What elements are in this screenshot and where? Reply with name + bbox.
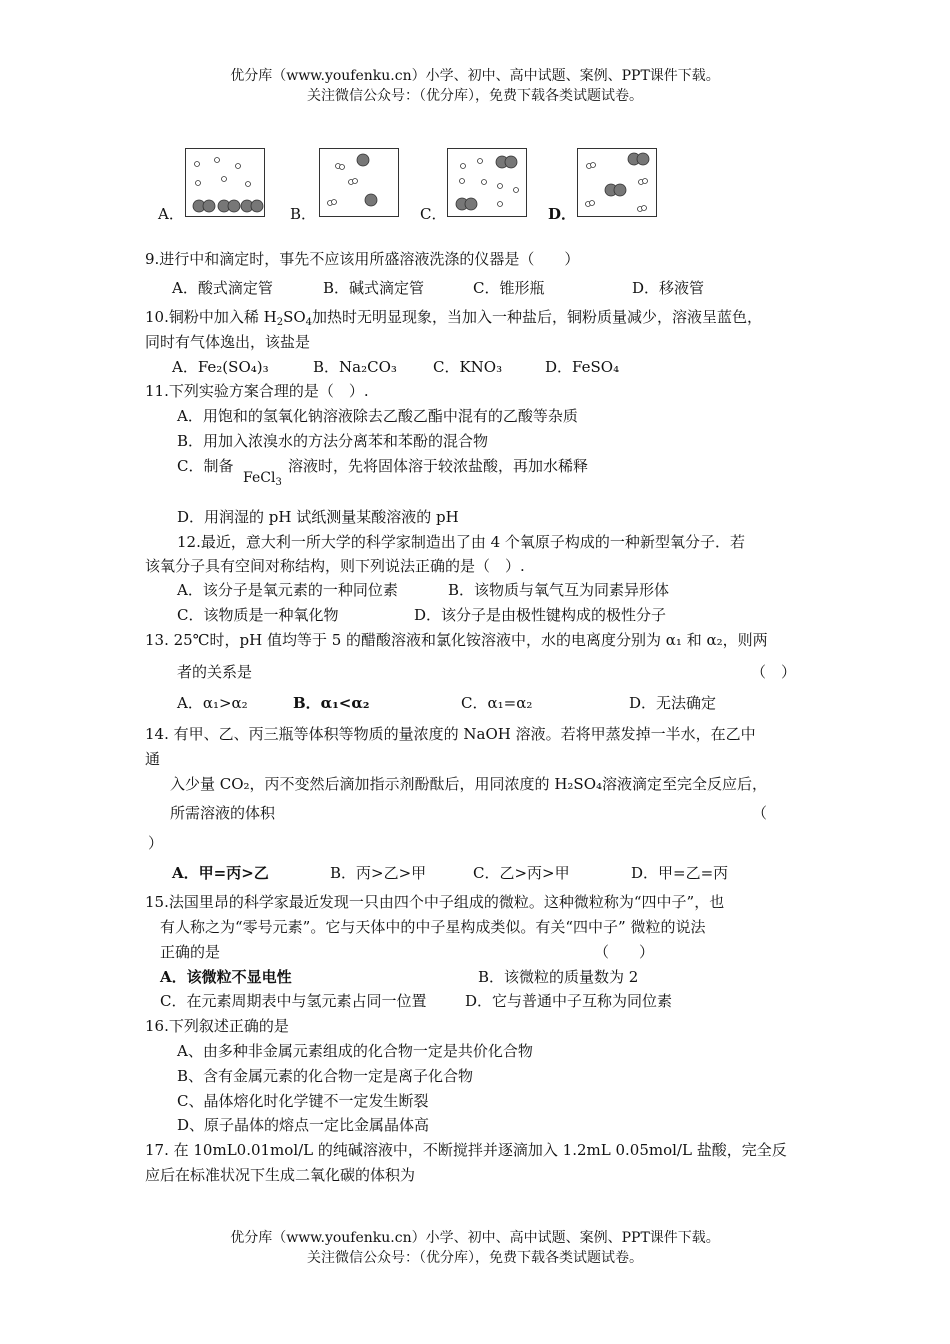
- q15-stem-3: 正确的是: [160, 943, 221, 961]
- q10-option-a: A．Fe₂(SO₄)₃: [172, 358, 269, 376]
- q10-stem: 10.铜粉中加入稀 $H_2SO_4$加热时无明显现象，当加入一种盐后，铜粉质量减少，溶液呈蓝色，: [145, 308, 763, 328]
- figure-option-b-box: [319, 148, 399, 217]
- q15-stem-2: 有人称之为“零号元素”。它与天体中的中子星构成类似。有关“四中子” 微粒的说法: [160, 918, 706, 936]
- q12-stem: 12.最近，意大利一所大学的科学家制造出了由 4 个氧原子构成的一种新型氧分子．若: [177, 533, 745, 551]
- q13-stem-2: 者的关系是: [177, 663, 253, 681]
- q13-stem: 13. 25℃时，pH 值均等于 5 的醋酸溶液和氯化铵溶液中，水的电离度分别为 α₁ 和 α₂，则两: [145, 631, 768, 649]
- figure-option-c-label: C．: [420, 205, 447, 223]
- figure-option-c-box: [447, 148, 527, 217]
- q12-option-a: A．该分子是氧元素的一种同位素: [177, 581, 398, 599]
- q11-option-c-text: 溶液时，先将固体溶于较浓盐酸，再加水稀释: [288, 457, 589, 475]
- q11-option-c-prefix: C．制备: [177, 457, 234, 475]
- q14-option-c: C．乙>丙>甲: [473, 864, 570, 882]
- q13-option-d: D．无法确定: [629, 694, 717, 712]
- q9-stem: 9.进行中和滴定时，事先不应该用所盛溶液洗涤的仪器是（ ）: [145, 250, 580, 268]
- figure-a-particles: [186, 149, 264, 216]
- q14-stem-4: 所需溶液的体积: [170, 804, 276, 822]
- figure-option-b-label: B．: [290, 205, 317, 223]
- q9-option-b: B．碱式滴定管: [323, 279, 425, 297]
- figure-c-particles: [448, 149, 526, 216]
- q13-option-c: C．α₁=α₂: [461, 694, 533, 712]
- q16-stem: 16.下列叙述正确的是: [145, 1017, 289, 1035]
- q11-option-a: A．用饱和的氢氧化钠溶液除去乙酸乙酯中混有的乙酸等杂质: [177, 407, 578, 425]
- q15-stem: 15.法国里昂的科学家最近发现一只由四个中子组成的微粒。这种微粒称为“四中子”，也: [145, 893, 725, 911]
- q13-option-b: B．α₁<α₂: [293, 694, 370, 712]
- q9-option-a: A．酸式滴定管: [172, 279, 273, 297]
- q11-option-b: B．用加入浓溴水的方法分离苯和苯酚的混合物: [177, 432, 489, 450]
- figure-option-a-box: [185, 148, 265, 217]
- q10-option-d: D．FeSO₄: [545, 358, 620, 376]
- q12-option-c: C．该物质是一种氧化物: [177, 606, 339, 624]
- figure-b-particles: [320, 149, 398, 216]
- q16-option-a: A、由多种非金属元素组成的化合物一定是共价化合物: [177, 1042, 533, 1060]
- footer-line-2: 关注微信公众号：（优分库），免费下载各类试题试卷。: [307, 1250, 643, 1266]
- q11-option-d: D．用润湿的 pH 试纸测量某酸溶液的 pH: [177, 508, 459, 526]
- figure-d-particles: [578, 149, 656, 216]
- figure-option-d-box: [577, 148, 657, 217]
- q14-stem-3: 入少量 CO₂，丙不变然后滴加指示剂酚酞后，用同浓度的 H₂SO₄溶液滴定至完全反应后，: [170, 775, 768, 793]
- q14-paren-open: （: [752, 804, 768, 822]
- q16-option-c: C、晶体熔化时化学键不一定发生断裂: [177, 1092, 429, 1110]
- q15-option-a: A．该微粒不显电性: [160, 968, 292, 986]
- footer-line-1: 优分库（www.youfenku.cn）小学、初中、高中试题、案例、PPT课件下载。: [230, 1230, 720, 1246]
- q14-paren-close: ）: [148, 834, 164, 852]
- q15-option-b: B．该微粒的质量数为 2: [478, 968, 639, 986]
- q15-option-d: D．它与普通中子互称为同位素: [465, 992, 673, 1010]
- q10-stem-2: 同时有气体逸出，该盐是: [145, 333, 311, 351]
- q14-option-a: A．甲=丙>乙: [172, 864, 269, 882]
- figure-option-a-label: A．: [158, 205, 184, 223]
- q17-stem: 17. 在 10mL0.01mol/L 的纯碱溶液中，不断搅拌并逐滴加入 1.2mL 0.05mol/L 盐酸，完全反: [145, 1141, 787, 1159]
- q12-option-d: D．该分子是由极性键构成的极性分子: [414, 606, 667, 624]
- q12-stem-2: 该氧分子具有空间对称结构，则下列说法正确的是（ ）.: [145, 557, 525, 575]
- q15-answer-paren: （ ）: [594, 943, 655, 961]
- q12-option-b: B．该物质与氧气互为同素异形体: [448, 581, 670, 599]
- q14-stem-2: 通: [145, 750, 161, 768]
- figure-option-d-label: D．: [548, 205, 577, 223]
- q15-option-c: C．在元素周期表中与氢元素占同一位置: [160, 992, 427, 1010]
- q13-answer-paren: （ ）: [751, 663, 797, 681]
- header-line-2: 关注微信公众号：（优分库），免费下载各类试题试卷。: [307, 88, 643, 104]
- q16-option-b: B、含有金属元素的化合物一定是离子化合物: [177, 1067, 474, 1085]
- q10-option-c: C．KNO₃: [433, 358, 503, 376]
- q11-option-c-formula: FeCl$_3$: [243, 470, 282, 488]
- q17-stem-2: 应后在标准状况下生成二氧化碳的体积为: [145, 1166, 416, 1184]
- q14-option-b: B．丙>乙>甲: [330, 864, 427, 882]
- q11-stem: 11.下列实验方案合理的是（ ）.: [145, 382, 369, 400]
- q14-option-d: D．甲=乙=丙: [631, 864, 729, 882]
- q9-option-d: D．移液管: [632, 279, 705, 297]
- header-line-1: 优分库（www.youfenku.cn）小学、初中、高中试题、案例、PPT课件下载。: [230, 68, 720, 84]
- q14-stem: 14. 有甲、乙、丙三瓶等体积等物质的量浓度的 NaOH 溶液。若将甲蒸发掉一半水，在乙中: [145, 725, 756, 743]
- q13-option-a: A．α₁>α₂: [177, 694, 248, 712]
- q9-option-c: C．锥形瓶: [473, 279, 545, 297]
- q16-option-d: D、原子晶体的熔点一定比金属晶体高: [177, 1116, 430, 1134]
- q10-option-b: B．Na₂CO₃: [313, 358, 397, 376]
